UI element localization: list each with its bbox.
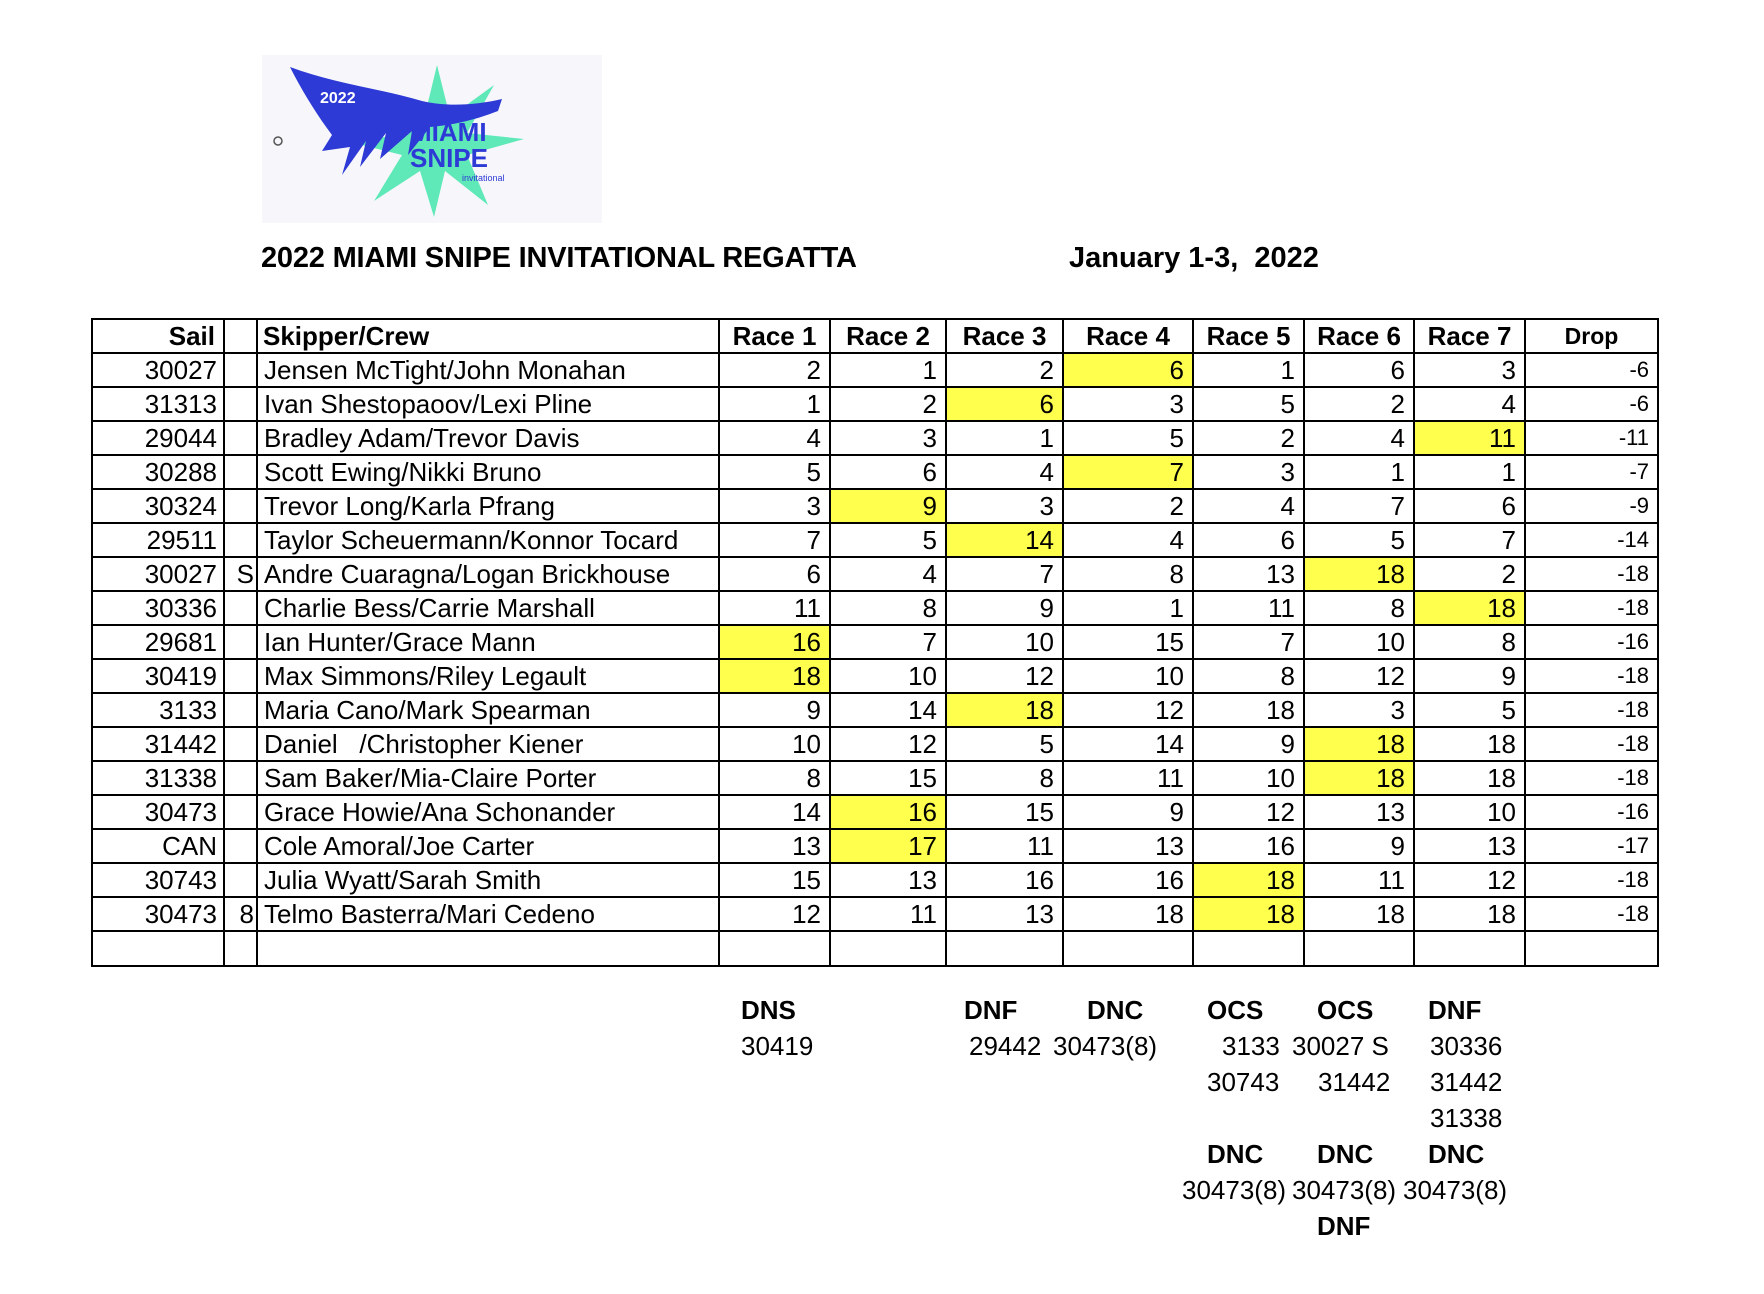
drop-score-cell: -9 [1525,489,1658,523]
race-4-score-cell: 1 [1063,591,1193,625]
race-5-score-cell: 7 [1193,625,1304,659]
table-row [92,387,1658,421]
race-1-score-cell: 8 [719,761,830,795]
race-6-score-cell: 10 [1304,625,1414,659]
race-4-score-cell: 8 [1063,557,1193,591]
race-3-score-cell: 13 [946,897,1063,931]
table-row [92,829,1658,863]
race-6-score-cell: 9 [1304,829,1414,863]
sail-suffix-cell [224,727,257,761]
race-3-score-cell: 5 [946,727,1063,761]
race-7-score-cell: 9 [1414,659,1525,693]
logo-year: 2022 [320,90,356,107]
skipper-crew-cell: Taylor Scheuermann/Konnor Tocard [257,523,719,557]
race-1-score-cell: 18 [719,659,830,693]
empty-cell [224,931,257,966]
race-4-score-cell: 13 [1063,829,1193,863]
race-4-score-cell: 12 [1063,693,1193,727]
sail-suffix-cell: S [224,557,257,591]
race-6-score-cell: 7 [1304,489,1414,523]
race-5-score-cell: 4 [1193,489,1304,523]
race-1-score-cell: 15 [719,863,830,897]
race-2-score-cell: 5 [830,523,946,557]
race-6-score-cell: 11 [1304,863,1414,897]
penalty-race7-entry-1: 30336 [1430,1031,1503,1061]
race-2-score-cell: 16 [830,795,946,829]
race-5-score-cell: 11 [1193,591,1304,625]
sail-number-cell: 30336 [92,591,224,625]
race-3-score-cell: 14 [946,523,1063,557]
race-1-score-cell: 5 [719,455,830,489]
race-2-score-cell: 2 [830,387,946,421]
col-header-suffix [224,319,257,353]
race-2-score-cell: 10 [830,659,946,693]
race-3-score-cell: 10 [946,625,1063,659]
race-2-score-cell: 14 [830,693,946,727]
race-1-score-cell: 3 [719,489,830,523]
sail-suffix-cell [224,387,257,421]
race-6-score-cell: 6 [1304,353,1414,387]
table-row [92,727,1658,761]
event-date: January 1-3, 2022 [1069,242,1319,274]
col-header-race-5: Race 5 [1193,319,1304,353]
col-header-race-2: Race 2 [830,319,946,353]
race-3-score-cell: 18 [946,693,1063,727]
sail-number-cell: 31338 [92,761,224,795]
table-row [92,353,1658,387]
sail-suffix-cell [224,829,257,863]
race-4-score-cell: 7 [1063,455,1193,489]
race-3-score-cell: 4 [946,455,1063,489]
penalty-race3-entry: 29442 [969,1031,1042,1061]
sail-number-cell: 30324 [92,489,224,523]
race-3-score-cell: 16 [946,863,1063,897]
race-4-score-cell: 2 [1063,489,1193,523]
sail-number-cell: 3133 [92,693,224,727]
skipper-crew-cell: Scott Ewing/Nikki Bruno [257,455,719,489]
race-3-score-cell: 3 [946,489,1063,523]
skipper-crew-cell: Jensen McTight/John Monahan [257,353,719,387]
race-7-score-cell: 18 [1414,761,1525,795]
race-2-score-cell: 9 [830,489,946,523]
penalty-race5-entry-2: 30743 [1207,1067,1280,1097]
penalty-race5-heading-2: DNC [1207,1139,1264,1169]
skipper-crew-cell: Julia Wyatt/Sarah Smith [257,863,719,897]
empty-cell [257,931,719,966]
race-2-score-cell: 12 [830,727,946,761]
race-5-score-cell: 9 [1193,727,1304,761]
empty-cell [719,931,830,966]
empty-cell [1414,931,1525,966]
race-1-score-cell: 9 [719,693,830,727]
sail-number-cell: 30743 [92,863,224,897]
race-7-score-cell: 5 [1414,693,1525,727]
race-4-score-cell: 11 [1063,761,1193,795]
sail-suffix-cell [224,863,257,897]
race-4-score-cell: 5 [1063,421,1193,455]
sail-suffix-cell [224,795,257,829]
skipper-crew-cell: Bradley Adam/Trevor Davis [257,421,719,455]
race-4-score-cell: 3 [1063,387,1193,421]
race-7-score-cell: 4 [1414,387,1525,421]
empty-cell [92,931,224,966]
race-5-score-cell: 16 [1193,829,1304,863]
race-4-score-cell: 14 [1063,727,1193,761]
penalty-race5-heading: OCS [1207,995,1264,1025]
empty-table-row [92,931,1658,966]
drop-score-cell: -18 [1525,693,1658,727]
col-header-race-6: Race 6 [1304,319,1414,353]
penalty-race6-heading-2: DNC [1317,1139,1374,1169]
race-3-score-cell: 15 [946,795,1063,829]
penalty-race3-heading: DNF [964,995,1018,1025]
penalty-race6-heading: OCS [1317,995,1374,1025]
sail-number-cell: 30473 [92,795,224,829]
sail-number-cell: 29681 [92,625,224,659]
table-row [92,557,1658,591]
race-7-score-cell: 11 [1414,421,1525,455]
sail-number-cell: 30027 [92,353,224,387]
drop-score-cell: -7 [1525,455,1658,489]
sail-suffix-cell [224,421,257,455]
race-7-score-cell: 2 [1414,557,1525,591]
race-5-score-cell: 6 [1193,523,1304,557]
race-7-score-cell: 1 [1414,455,1525,489]
logo-line3: invitational [462,173,505,183]
skipper-crew-cell: Cole Amoral/Joe Carter [257,829,719,863]
race-2-score-cell: 11 [830,897,946,931]
penalty-race6-entry-1: 30027 S [1292,1031,1389,1061]
drop-score-cell: -16 [1525,625,1658,659]
empty-cell [1063,931,1193,966]
col-header-race-1: Race 1 [719,319,830,353]
sail-number-cell: 29511 [92,523,224,557]
race-5-score-cell: 12 [1193,795,1304,829]
race-3-score-cell: 12 [946,659,1063,693]
empty-cell [830,931,946,966]
race-6-score-cell: 18 [1304,897,1414,931]
empty-cell [1304,931,1414,966]
race-1-score-cell: 2 [719,353,830,387]
table-row [92,489,1658,523]
race-1-score-cell: 1 [719,387,830,421]
drop-score-cell: -18 [1525,727,1658,761]
race-7-score-cell: 10 [1414,795,1525,829]
table-row [92,693,1658,727]
race-7-score-cell: 18 [1414,727,1525,761]
race-2-score-cell: 3 [830,421,946,455]
race-7-score-cell: 13 [1414,829,1525,863]
drop-score-cell: -6 [1525,353,1658,387]
table-row [92,795,1658,829]
race-2-score-cell: 6 [830,455,946,489]
penalty-race6-entry-3: 30473(8) [1292,1175,1397,1205]
event-logo [262,55,602,223]
race-5-score-cell: 18 [1193,693,1304,727]
sail-suffix-cell [224,523,257,557]
skipper-crew-cell: Ivan Shestopaoov/Lexi Pline [257,387,719,421]
sail-number-cell: 31442 [92,727,224,761]
sail-suffix-cell [224,625,257,659]
skipper-crew-cell: Max Simmons/Riley Legault [257,659,719,693]
empty-cell [1525,931,1658,966]
race-4-score-cell: 6 [1063,353,1193,387]
penalty-race7-entry-3: 31338 [1430,1103,1503,1133]
table-header-row [92,319,1658,353]
penalty-race7-entry-4: 30473(8) [1403,1175,1508,1205]
race-6-score-cell: 18 [1304,761,1414,795]
race-5-score-cell: 2 [1193,421,1304,455]
race-1-score-cell: 11 [719,591,830,625]
drop-score-cell: -11 [1525,421,1658,455]
table-row [92,523,1658,557]
table-row [92,455,1658,489]
race-7-score-cell: 6 [1414,489,1525,523]
race-6-score-cell: 18 [1304,557,1414,591]
table-row [92,625,1658,659]
race-7-score-cell: 3 [1414,353,1525,387]
race-6-score-cell: 8 [1304,591,1414,625]
col-header-drop: Drop [1525,319,1658,353]
col-header-skipper-crew: Skipper/Crew [257,319,719,353]
race-1-score-cell: 10 [719,727,830,761]
drop-score-cell: -18 [1525,863,1658,897]
race-7-score-cell: 12 [1414,863,1525,897]
race-5-score-cell: 10 [1193,761,1304,795]
race-7-score-cell: 7 [1414,523,1525,557]
penalty-race5-entry-1: 3133 [1222,1031,1280,1061]
race-7-score-cell: 18 [1414,897,1525,931]
col-header-race-3: Race 3 [946,319,1063,353]
race-1-score-cell: 16 [719,625,830,659]
race-2-score-cell: 1 [830,353,946,387]
race-1-score-cell: 14 [719,795,830,829]
empty-cell [946,931,1063,966]
sail-number-cell: 29044 [92,421,224,455]
table-row [92,421,1658,455]
drop-score-cell: -18 [1525,557,1658,591]
skipper-crew-cell: Maria Cano/Mark Spearman [257,693,719,727]
drop-score-cell: -18 [1525,591,1658,625]
penalty-race7-heading-2: DNC [1428,1139,1485,1169]
skipper-crew-cell: Charlie Bess/Carrie Marshall [257,591,719,625]
race-2-score-cell: 13 [830,863,946,897]
drop-score-cell: -16 [1525,795,1658,829]
drop-score-cell: -6 [1525,387,1658,421]
sail-suffix-cell [224,489,257,523]
race-3-score-cell: 1 [946,421,1063,455]
race-6-score-cell: 1 [1304,455,1414,489]
skipper-crew-cell: Trevor Long/Karla Pfrang [257,489,719,523]
race-2-score-cell: 15 [830,761,946,795]
sail-suffix-cell [224,761,257,795]
race-5-score-cell: 5 [1193,387,1304,421]
sail-suffix-cell [224,353,257,387]
penalty-race7-heading: DNF [1428,995,1482,1025]
sail-suffix-cell [224,693,257,727]
race-6-score-cell: 13 [1304,795,1414,829]
race-2-score-cell: 7 [830,625,946,659]
penalty-race6-entry-2: 31442 [1318,1067,1391,1097]
col-header-race-4: Race 4 [1063,319,1193,353]
drop-score-cell: -17 [1525,829,1658,863]
race-1-score-cell: 6 [719,557,830,591]
race-3-score-cell: 9 [946,591,1063,625]
sail-suffix-cell [224,455,257,489]
penalty-race4-heading: DNC [1087,995,1144,1025]
penalty-race5-entry-3: 30473(8) [1182,1175,1287,1205]
skipper-crew-cell: Daniel /Christopher Kiener [257,727,719,761]
col-header-race-7: Race 7 [1414,319,1525,353]
race-5-score-cell: 1 [1193,353,1304,387]
race-3-score-cell: 11 [946,829,1063,863]
race-6-score-cell: 3 [1304,693,1414,727]
race-4-score-cell: 9 [1063,795,1193,829]
race-7-score-cell: 18 [1414,591,1525,625]
sail-number-cell: 31313 [92,387,224,421]
table-row [92,659,1658,693]
sail-suffix-cell: 8 [224,897,257,931]
race-4-score-cell: 10 [1063,659,1193,693]
drop-score-cell: -18 [1525,897,1658,931]
race-5-score-cell: 18 [1193,897,1304,931]
drop-score-cell: -14 [1525,523,1658,557]
race-3-score-cell: 7 [946,557,1063,591]
race-2-score-cell: 17 [830,829,946,863]
table-row [92,897,1658,931]
race-6-score-cell: 18 [1304,727,1414,761]
race-5-score-cell: 3 [1193,455,1304,489]
logo-line1: MIAMI [410,117,487,147]
race-7-score-cell: 8 [1414,625,1525,659]
race-3-score-cell: 2 [946,353,1063,387]
race-4-score-cell: 16 [1063,863,1193,897]
sail-number-cell: 30288 [92,455,224,489]
table-row [92,863,1658,897]
skipper-crew-cell: Sam Baker/Mia-Claire Porter [257,761,719,795]
table-row [92,591,1658,625]
race-5-score-cell: 8 [1193,659,1304,693]
penalty-race7-entry-2: 31442 [1430,1067,1503,1097]
race-6-score-cell: 5 [1304,523,1414,557]
race-1-score-cell: 13 [719,829,830,863]
results-table [91,318,1659,967]
skipper-crew-cell: Grace Howie/Ana Schonander [257,795,719,829]
logo-line2: SNIPE [410,143,489,173]
col-header-sail: Sail [92,319,224,353]
drop-score-cell: -18 [1525,659,1658,693]
skipper-crew-cell: Telmo Basterra/Mari Cedeno [257,897,719,931]
race-4-score-cell: 18 [1063,897,1193,931]
race-3-score-cell: 8 [946,761,1063,795]
drop-score-cell: -18 [1525,761,1658,795]
race-1-score-cell: 12 [719,897,830,931]
results-body [92,353,1658,966]
race-2-score-cell: 8 [830,591,946,625]
document-title: 2022 MIAMI SNIPE INVITATIONAL REGATTA [261,242,857,274]
race-1-score-cell: 4 [719,421,830,455]
sail-number-cell: 30419 [92,659,224,693]
penalty-race4-entry: 30473(8) [1053,1031,1158,1061]
penalty-race1-heading: DNS [741,995,796,1025]
race-4-score-cell: 4 [1063,523,1193,557]
race-5-score-cell: 13 [1193,557,1304,591]
penalty-race1-entry: 30419 [741,1031,814,1061]
empty-cell [1193,931,1304,966]
sail-number-cell: 30027 [92,557,224,591]
race-5-score-cell: 18 [1193,863,1304,897]
sail-suffix-cell [224,591,257,625]
sail-suffix-cell [224,659,257,693]
skipper-crew-cell: Andre Cuaragna/Logan Brickhouse [257,557,719,591]
race-6-score-cell: 12 [1304,659,1414,693]
skipper-crew-cell: Ian Hunter/Grace Mann [257,625,719,659]
table-row [92,761,1658,795]
race-4-score-cell: 15 [1063,625,1193,659]
race-2-score-cell: 4 [830,557,946,591]
race-3-score-cell: 6 [946,387,1063,421]
sail-number-cell: 30473 [92,897,224,931]
race-6-score-cell: 4 [1304,421,1414,455]
sail-number-cell: CAN [92,829,224,863]
race-1-score-cell: 7 [719,523,830,557]
penalty-race6-heading-3: DNF [1317,1211,1371,1241]
race-6-score-cell: 2 [1304,387,1414,421]
